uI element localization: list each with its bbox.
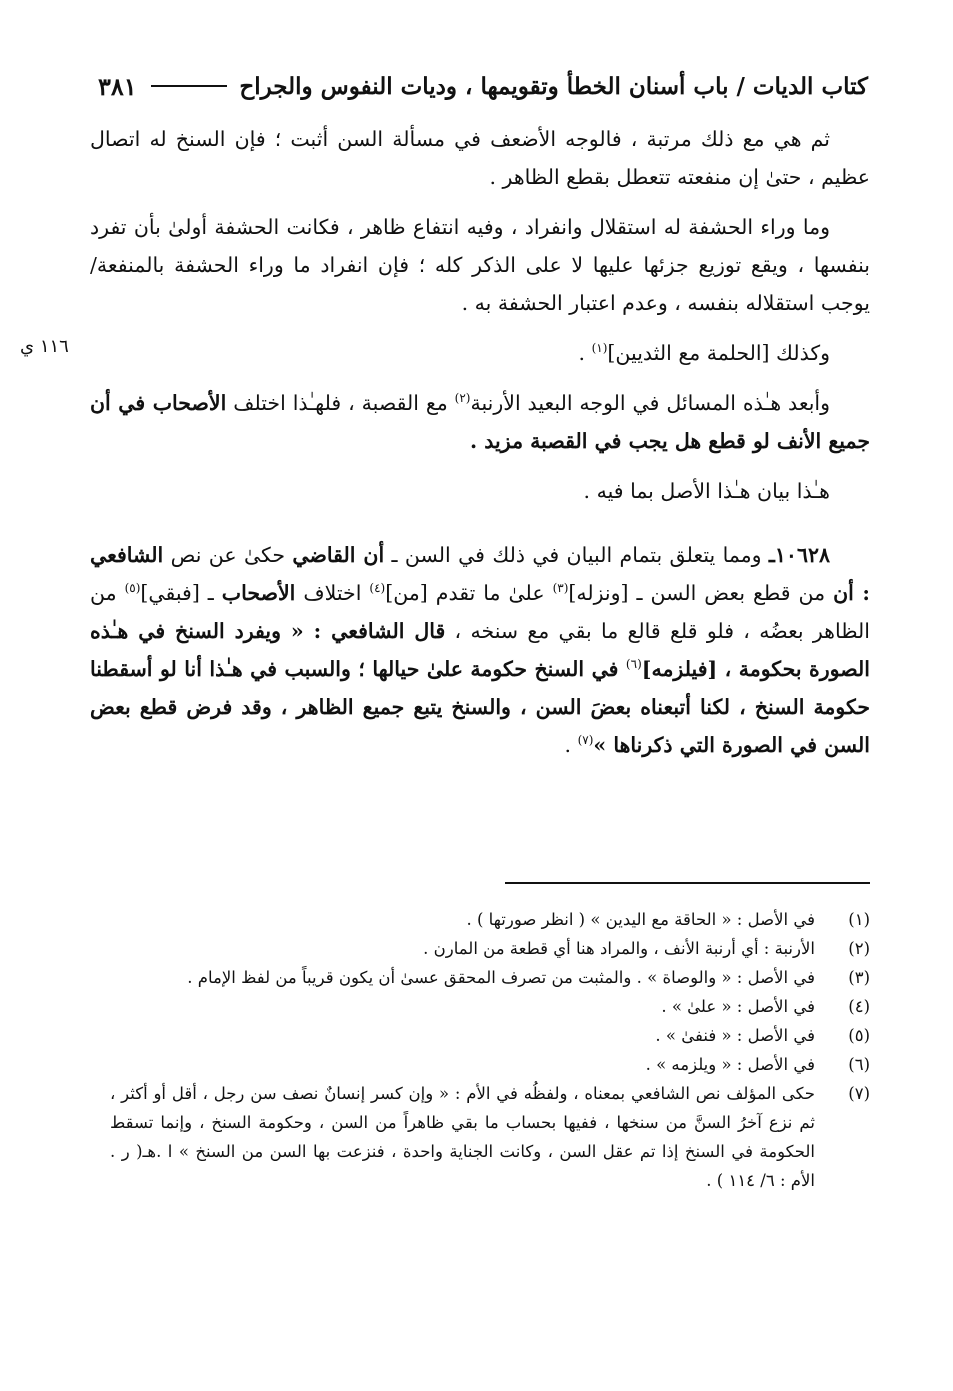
footnote-number: (٢) bbox=[848, 939, 870, 958]
footnote-number: (١) bbox=[848, 910, 870, 929]
paragraph-3-text: وكذلك [الحلمة مع الثديين] bbox=[607, 341, 830, 365]
footnote-text: في الأصل : « ويلزمه » . bbox=[645, 1055, 815, 1074]
paragraph-4-rest: مع القصبة ، فلهـٰذا اختلف bbox=[233, 391, 455, 415]
footnote-6 bbox=[110, 1050, 870, 1079]
main-seg-3: أن القاضي bbox=[292, 543, 385, 567]
footnote-separator bbox=[505, 882, 870, 884]
footnote-5 bbox=[110, 1021, 870, 1050]
footnote-ref-5[interactable]: (٥) bbox=[124, 581, 141, 596]
footnote-number: (٦) bbox=[848, 1055, 870, 1074]
footnote-text: في الأصل : « علىٰ » . bbox=[661, 997, 815, 1016]
header-title: كتاب الديات / باب أسنان الخطأ وتقويمها ، وديات النفوس والجراح bbox=[239, 72, 868, 100]
main-seg-13: في السنخ حكومة علىٰ حيالها ؛ والسبب في هـٰذا أنا لو أسقطنا حكومة السنخ ، لكنا أتبعناه بعضَ السن ، والسنخ يتبع جميع الظاهر ، وقد فرض قطع بعض السن في الصورة التي ذكرناها » bbox=[90, 657, 870, 757]
paragraph-main bbox=[90, 536, 870, 764]
footnote-text: في الأصل : « فنفىٰ » . bbox=[655, 1026, 815, 1045]
footnote-number: (٧) bbox=[848, 1084, 870, 1103]
footnote-2 bbox=[110, 934, 870, 963]
footnote-number: (٥) bbox=[848, 1026, 870, 1045]
main-seg-8: اختلاف bbox=[295, 581, 370, 605]
footnote-ref-4[interactable]: (٤) bbox=[369, 581, 386, 596]
footnote-ref-3[interactable]: (٣) bbox=[552, 581, 569, 596]
footnotes bbox=[110, 905, 870, 1195]
main-text bbox=[90, 120, 870, 764]
main-seg-14: . bbox=[564, 733, 578, 757]
paragraph-4-continuation: الأصحاب في أن جميع الأنف لو قطع هل يجب في القصبة مزيد . bbox=[90, 391, 870, 453]
footnote-text: في الأصل : « الحاقة مع اليدين » ( انظر صورتها ) . bbox=[466, 910, 815, 929]
paragraph-4 bbox=[90, 384, 870, 460]
main-seg-9: الأصحاب bbox=[221, 581, 296, 605]
main-seg-12: قال الشافعي : « ويفرد السنخ في هـٰذه الصورة بحكومة ، [فيلزمه] bbox=[90, 619, 870, 681]
main-seg-10: ـ [فبقي] bbox=[140, 581, 222, 605]
header-rule bbox=[151, 85, 228, 87]
main-seg-2: ومما يتعلق بتمام البيان في ذلك في السن ـ bbox=[384, 543, 769, 567]
footnote-1 bbox=[110, 905, 870, 934]
main-seg-5: الشافعي : أن bbox=[90, 543, 870, 605]
page-number: ٣٨١ bbox=[98, 71, 137, 101]
footnote-ref-6[interactable]: (٦) bbox=[625, 657, 642, 672]
footnote-ref-7[interactable]: (٧) bbox=[577, 733, 594, 748]
paragraph-4-text: وأبعد هـٰذه المسائل في الوجه البعيد الأرنبة bbox=[470, 391, 831, 415]
manuscript-folio-note: ١١٦ ي bbox=[20, 336, 69, 357]
footnote-3 bbox=[110, 963, 870, 992]
paragraph-1: ثم هي مع ذلك مرتبة ، فالوجه الأضعف في مسألة السن أثبت ؛ فإن السنخ له اتصال عظيم ، حتىٰ إن منفعته تتعطل بقطع الظاهر . bbox=[90, 127, 870, 189]
paragraph-3 bbox=[90, 334, 870, 372]
main-seg-6: من قطع بعض السن ـ [ونزله] bbox=[568, 581, 834, 605]
paragraph-2: وما وراء الحشفة له استقلال وانفراد ، وفيه انتفاع ظاهر ، فكانت الحشفة أولىٰ بأن تفرد بنفسها ، ويقع توزيع جزئها عليها لا على الذكر كله ؛ فإن انفراد ما وراء الحشفة بالمنفعة/ يوجب استقلاله بنفسه ، وعدم اعتبار الحشفة به . bbox=[90, 215, 870, 315]
footnote-ref-1[interactable]: (١) bbox=[591, 341, 608, 356]
main-seg-4: حكىٰ عن نص bbox=[163, 543, 293, 567]
footnote-text: في الأصل : « والوصاة » . والمثبت من تصرف المحقق عسىٰ أن يكون قريباً من لفظ الإمام . bbox=[187, 968, 815, 987]
footnote-text: حكى المؤلف نص الشافعي بمعناه ، ولفظُه في الأم : « وإن كسر إنسانٌ نصف سن رجل ، أقل أو أكثر ، ثم نزع آخرُ السنَّ من سنخها ، ففيها بحساب ما بقي ظاهراً من السن ، وحكومة السنخ ، وإنما تسقط الحكومة في السنخ إذا تم عقل السن ، وكانت الجناية واحدة ، فنزعت بها السن من السنخ » ا .هـ( ر . الأم : ٦/ ١١٤ ) . bbox=[110, 1084, 815, 1190]
main-seg-7: علىٰ ما تقدم [من] bbox=[385, 581, 553, 605]
footnote-number: (٤) bbox=[848, 997, 870, 1016]
footnote-7 bbox=[110, 1079, 870, 1195]
main-seg-11: من الظاهر بعضُه ، فلو قلع قالع ما بقي مع سنخه ، bbox=[90, 581, 870, 643]
footnote-ref-2[interactable]: (٢) bbox=[454, 391, 471, 406]
footnote-text: الأرنبة : أي أرنبة الأنف ، والمراد هنا أي قطعة من المارن . bbox=[423, 939, 815, 958]
paragraph-5: هـٰذا بيان هـٰذا الأصل بما فيه . bbox=[583, 479, 830, 503]
footnote-4 bbox=[110, 992, 870, 1021]
footnote-number: (٣) bbox=[848, 968, 870, 987]
paragraph-3-end: . bbox=[578, 341, 592, 365]
running-header bbox=[98, 66, 868, 106]
issue-number: ١٠٦٢٨ـ bbox=[768, 543, 830, 567]
